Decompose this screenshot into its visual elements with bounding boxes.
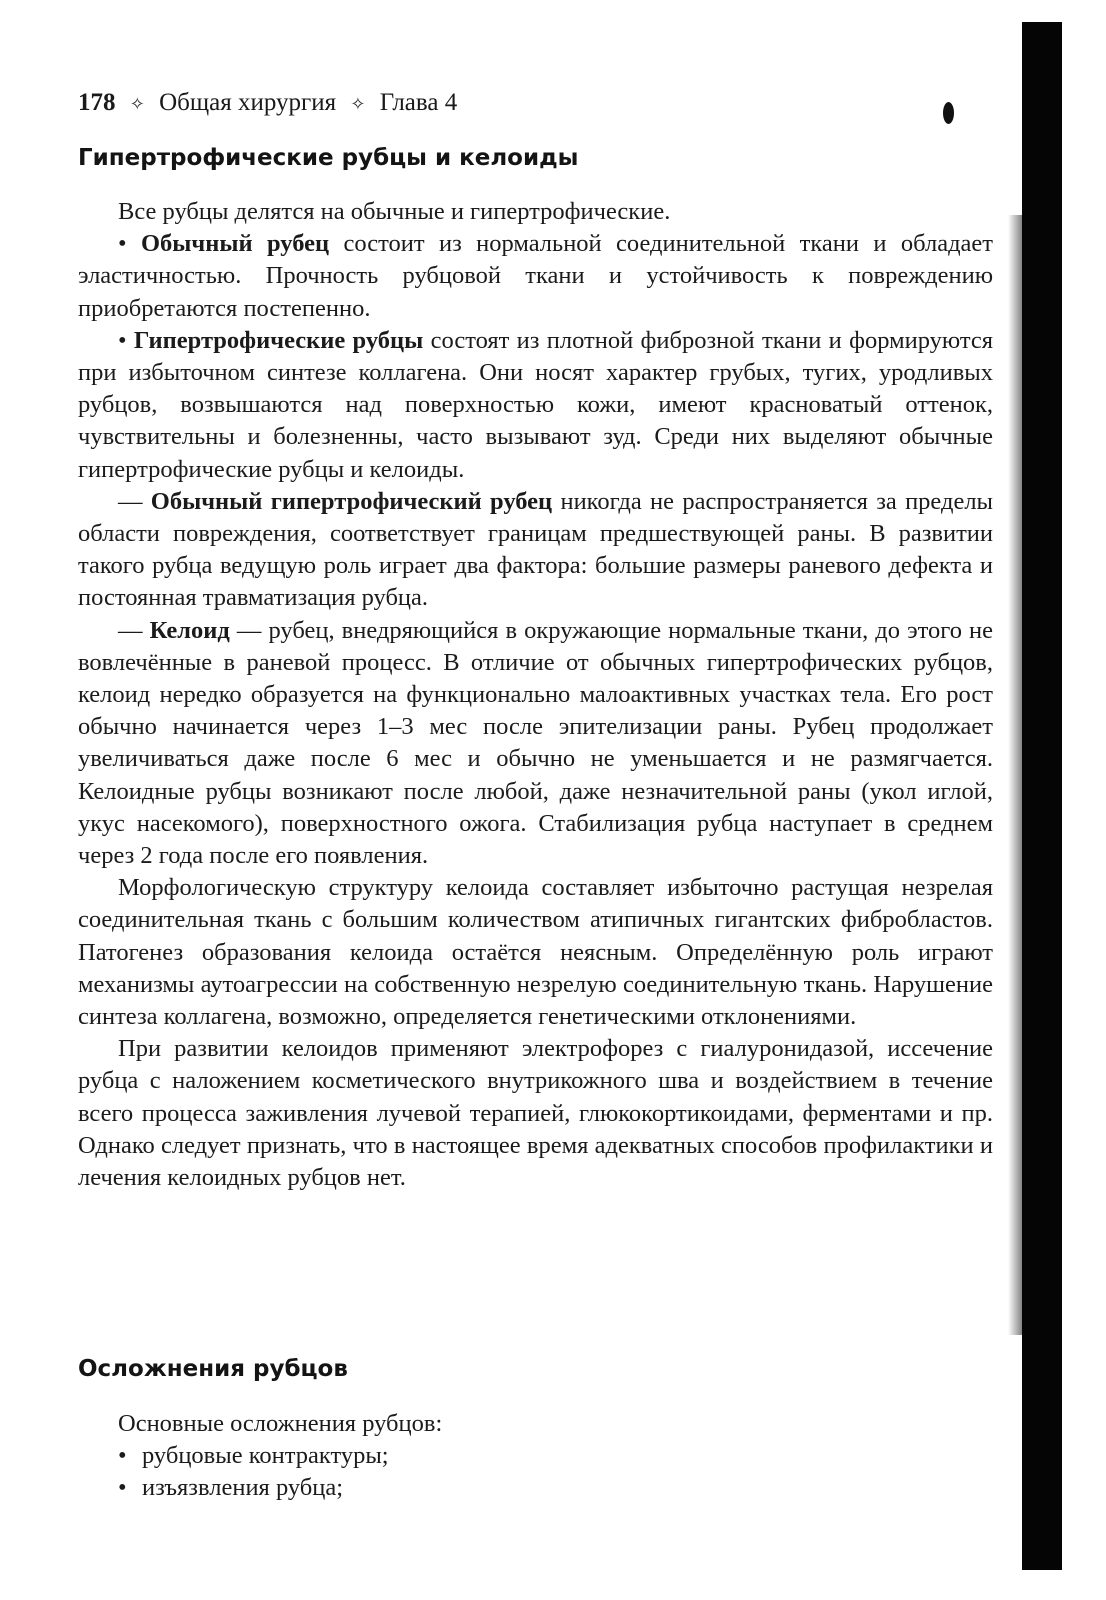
paragraph-treatment: При развитии келоидов применяют электрофорез с гиалуронидазой, иссечение рубца с наложением косметического внутрикожного шва и воздействием в течение всего процесса заживления лучевой терапией, глюкокортикоидами, ферментами и пр. Однако следует признать, что в настоящее время адекватных способов профилактики и лечения келоидных рубцов нет. [78,1035,993,1192]
scan-speck [943,102,954,124]
paragraph-normal-scar [78,228,993,325]
running-header [78,88,457,120]
section-body-complications [78,1408,993,1505]
list-item-text: изъязвления рубца; [142,1474,344,1502]
diamond-separator-icon: ✧ [129,94,145,115]
term-normal-scar: Обычный рубец [140,230,330,258]
list-item-text: рубцовые контрактуры; [142,1442,389,1470]
diamond-separator-icon: ✧ [350,94,366,115]
section-body-hypertrophic-scars [78,196,993,1194]
definition-ordinary-hypertrophic-scar: никогда не распространяется за пределы области повреждения, соответствует границам предшествующей раны. В развитии такого рубца ведущую роль играет два фактора: большие размеры раневого дефекта и постоянная травматизация рубца. [78,487,994,612]
section-heading-hypertrophic-scars: Гипертрофические рубцы и келоиды [78,145,579,171]
page-number: 178 [78,89,116,116]
term-ordinary-hypertrophic-scar: Обычный гипертрофический рубец [150,487,553,515]
complications-list [78,1440,993,1504]
term-keloid: Келоид [149,616,230,644]
book-title: Общая хирургия [159,89,337,116]
paragraph-complications-intro: Основные осложнения рубцов: [118,1410,443,1437]
paragraph-morphology: Морфологическую структуру келоида составляет избыточно растущая незрелая соединительная ткань с большим количеством атипичных гигантских фибробластов. Патогенез образования келоида остаётся неясным. Определённую роль играют механизмы аутоагрессии на собственную незрелую соединительную ткань. Нарушение синтеза коллагена, возможно, определяется генетическими отклонениями. [78,874,993,1031]
paragraph-keloid [78,615,993,873]
paragraph-hypertrophic-scars [78,325,993,486]
dash-marker: — [118,616,150,644]
bullet-icon: • [118,1474,127,1502]
bullet-marker: • [118,230,141,258]
definition-keloid: — рубец, внедряющийся в окружающие нормальные ткани, до этого не вовлечённые в раневой процесс. В отличие от обычных гипертрофических рубцов, келоид нередко образуется на функционально малоактивных участках тела. Его рост обычно начинается через 1–3 мес после эпителизации раны. Рубец продолжает увеличиваться даже после 6 мес и обычно не уменьшается и не размягчается. Келоидные рубцы возникают после любой, даже незначительной раны (укол иглой, укус насекомого), поверхностного ожога. Стабилизация рубца наступает в среднем через 2 года после его появления. [78,616,994,870]
paragraph-intro: Все рубцы делятся на обычные и гипертрофические. [118,198,671,225]
chapter-label: Глава 4 [379,89,458,116]
scan-dark-edge [1022,22,1062,1570]
list-item [78,1472,993,1504]
term-hypertrophic-scars: Гипертрофические рубцы [133,326,424,354]
bullet-icon: • [118,1442,127,1470]
definition-hypertrophic-scars: состоят из плотной фиброзной ткани и формируются при избыточном синтезе коллагена. Они носят характер грубых, тугих, уродливых рубцов, возвышаются над поверхностью кожи, имеют красноватый оттенок, чувствительны и болезненны, часто вызывают зуд. Среди них выделяют обычные гипертрофические рубцы и келоиды. [78,326,994,483]
paragraph-ordinary-hypertrophic-scar [78,486,993,615]
list-item [78,1440,993,1472]
bullet-marker: • [118,326,134,354]
section-heading-complications: Осложнения рубцов [78,1356,348,1382]
dash-marker: — [118,487,151,515]
definition-normal-scar: состоит из нормальной соединительной ткани и обладает эластичностью. Прочность рубцовой ткани и устойчивость к повреждению приобретаются постепенно. [78,230,993,322]
